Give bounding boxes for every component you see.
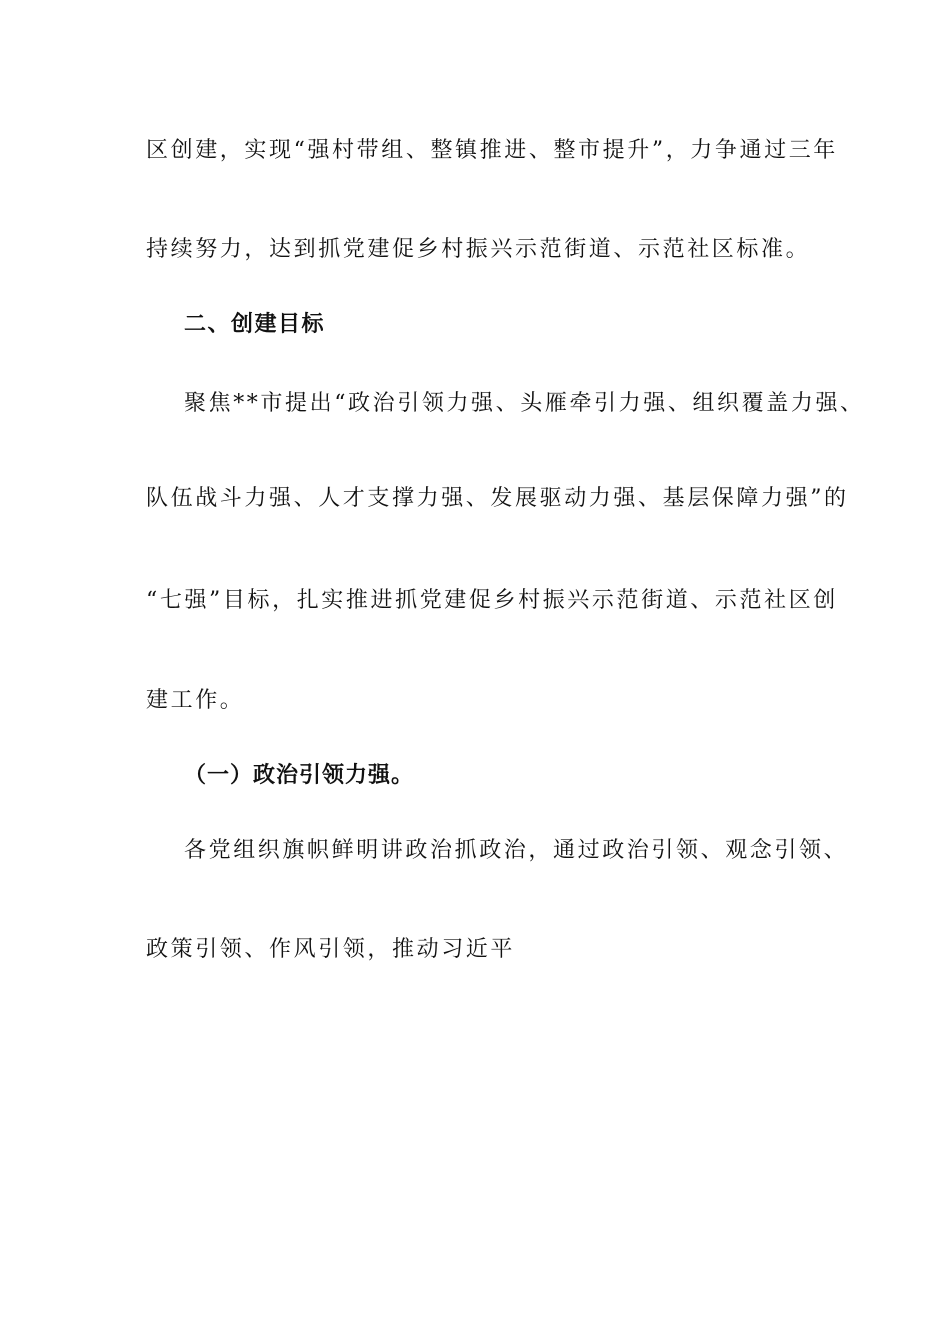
paragraph-line: 队伍战斗力强、人才支撑力强、发展驱动力强、基层保障力强”的	[146, 486, 849, 511]
paragraph-line: 政策引领、作风引领，推动习近平	[146, 937, 516, 962]
paragraph-line: 聚焦**市提出“政治引领力强、头雁牵引力强、组织覆盖力强、	[184, 391, 865, 416]
section-heading: 二、创建目标	[184, 312, 326, 337]
paragraph-line: 区创建，实现“强村带组、整镇推进、整市提升”，力争通过三年	[146, 138, 838, 163]
paragraph-line: “七强”目标，扎实推进抓党建促乡村振兴示范街道、示范社区创	[146, 588, 838, 613]
subsection-heading: （一）政治引领力强。	[184, 763, 415, 788]
paragraph-line: 持续努力，达到抓党建促乡村振兴示范街道、示范社区标准。	[146, 237, 811, 262]
paragraph-line: 建工作。	[146, 688, 245, 713]
paragraph-line: 各党组织旗帜鲜明讲政治抓政治，通过政治引领、观念引领、	[184, 838, 849, 863]
